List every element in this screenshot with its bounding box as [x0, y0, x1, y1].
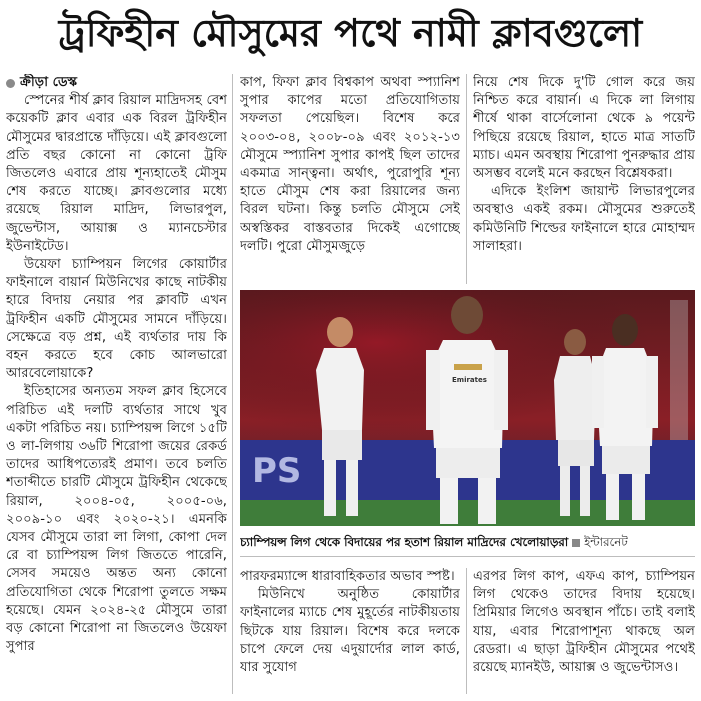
desk-label-text: ক্রীড়া ডেস্ক	[20, 75, 78, 90]
desk-label	[6, 74, 227, 92]
paragraph: এদিকে ইংলিশ জায়ান্ট লিভারপুলের অবস্থাও একই রকম। মৌসুমের শুরুতেই কমিউনিটি শিল্ডের ফাইনালে হারে মোহাম্মদ সালাহরা।	[473, 184, 695, 254]
paragraph: পারফরম্যান্সে ধারাবাহিকতার অভাব স্পষ্ট।	[240, 569, 455, 584]
article-column-3	[473, 74, 695, 284]
svg-text:Emirates: Emirates	[452, 376, 487, 384]
square-bullet-icon	[572, 539, 580, 547]
article-column-1	[6, 74, 227, 692]
column-divider	[466, 568, 467, 694]
column-divider	[466, 74, 467, 284]
paragraph: ইতিহাসের অন্যতম সফল ক্লাব হিসেবে পরিচিত এই দলটি ব্যর্থতার সাথে খুব একটা পরিচিত নয়। চ্যাম্পিয়ন্স লিগে ১৫টি ও লা-লিগায় ৩৬টি শিরোপা জয়ের রেকর্ড তাদের আধিপত্যেরই প্রমাণ। তবে চলতি শতাব্দীতে চারটি মৌসুমে ট্রফিহীন থেকেছে রিয়াল, ২০০৪-০৫, ২০০৫-০৬, ২০০৯-১০ এবং ২০২০-২১। এমনকি যেসব মৌসুমে তারা লা লিগা, কোপা দেল রে বা চ্যাম্পিয়ন্স লিগ জিততে পারেনি, সেসব সময়েও অন্তত অন্য কোনো প্রতিযোগিতা থেকে শিরোপা তুলতে সক্ষম হয়েছে। যেমন ২০২৪-২৫ মৌসুমে তারা বড় কোনো শিরোপা না জিতলেও উয়েফা সুপার	[6, 384, 227, 655]
paragraph: নিয়ে শেষ দিকে দু'টি গোল করে জয় নিশ্চিত করে বায়ার্ন। এ দিকে লা লিগায় শীর্ষে থাকা বার্সেলোনা থেকে ৯ পয়েন্ট পিছিয়ে রয়েছে রিয়াল, হাতে মাত্র সাতটি ম্যাচ। এমন অবস্থায় শিরোপা পুনরুদ্ধার প্রায় অসম্ভব বলেই মনে করছেন বিশ্লেষকরা।	[473, 75, 695, 182]
article-column-2	[240, 74, 460, 284]
paragraph: এরপর লিগ কাপ, এফএ কাপ, চ্যাম্পিয়ন লিগ থেকেও তাদের বিদায় হয়েছে। প্রিমিয়ার লিগেও অবস্থান পাঁচে। তাই বলাই যায়, এবার শিরোপাশূন্য থাকছে অল রেডরা। এ ছাড়া ট্রফিহীন মৌসুমের পথেই রয়েছে ম্যানইউ, আয়াক্স ও জুভেন্টাসও।	[473, 569, 695, 676]
paragraph: কাপ, ফিফা ক্লাব বিশ্বকাপ অথবা স্প্যানিশ সুপার কাপের মতো প্রতিযোগিতায় সফলতা পেয়েছিল। বিশেষ করে ২০০৩-০৪, ২০০৮-০৯ এবং ২০১২-১৩ মৌসুমে স্প্যানিশ সুপার কাপই ছিল তাদের একমাত্র সান্ত্বনা। অর্থাৎ, পুরোপুরি শূন্য হাতে মৌসুম শেষ করা রিয়ালের জন্য বিরল ঘটনা। কিন্তু চলতি মৌসুমে সেই অস্বস্তিকর বাস্তবতার দিকেই এগোচ্ছে দলটি। পুরো মৌসুমজুড়ে	[240, 75, 460, 254]
caption-source: ইন্টারনেট	[584, 535, 628, 549]
article-column-3-lower	[473, 568, 695, 693]
caption-divider	[240, 556, 695, 557]
paragraph: উয়েফা চ্যাম্পিয়ন লিগের কোয়ার্টার ফাইনালে বায়ার্ন মিউনিখের কাছে নাটকীয় হারে বিদায় নেয়ার পর ক্লাবটি এখন ট্রফিহীন একটি মৌসুমের সামনে দাঁড়িয়ে। সেক্ষেত্রে বড় প্রশ্ন, এই ব্যর্থতার দায় কি বহন করতে হবে কোচ আলভারো আরবেলোয়াকে?	[6, 257, 227, 382]
headline: ট্রফিহীন মৌসুমের পথে নামী ক্লাবগুলো	[58, 11, 643, 55]
paragraph: স্পেনের শীর্ষ ক্লাব রিয়াল মাদ্রিদসহ বেশ কয়েকটি ক্লাব এবার এক বিরল ট্রফিহীন মৌসুমের দ্বারপ্রান্তে দাঁড়িয়ে। এই ক্লাবগুলো প্রতি বছর কোনো না কোনো ট্রফি জিতলেও এবারে প্রায় শূন্যহাতেই মৌসুম শেষ করতে যাচ্ছে। ক্লাবগুলোর মধ্যে রয়েছে রিয়াল মাদ্রিদ, লিভারপুল, জুভেন্টাস, আয়াক্স ও ম্যানচেস্টার ইউনাইটেড।	[6, 93, 227, 254]
paragraph: মিউনিখে অনুষ্ঠিত কোয়ার্টার ফাইনালের ম্যাচে শেষ মুহূর্তের নাটকীয়তায় ছিটকে যায় রিয়াল। বিশেষ করে দলকে চাপে ফেলে দেয় এদুয়ার্দোর লাল কার্ড, যার সুযোগ	[240, 587, 460, 676]
svg-text:PS: PS	[252, 451, 302, 491]
column-divider	[232, 74, 233, 694]
caption-text: চ্যাম্পিয়ন্স লিগ থেকে বিদায়ের পর হতাশ রিয়াল মাদ্রিদের খেলোয়াড়রা	[240, 535, 569, 549]
photo-caption	[240, 531, 695, 553]
news-photo	[240, 290, 695, 526]
article-column-2-lower	[240, 568, 460, 693]
bullet-dot-icon	[6, 79, 15, 88]
